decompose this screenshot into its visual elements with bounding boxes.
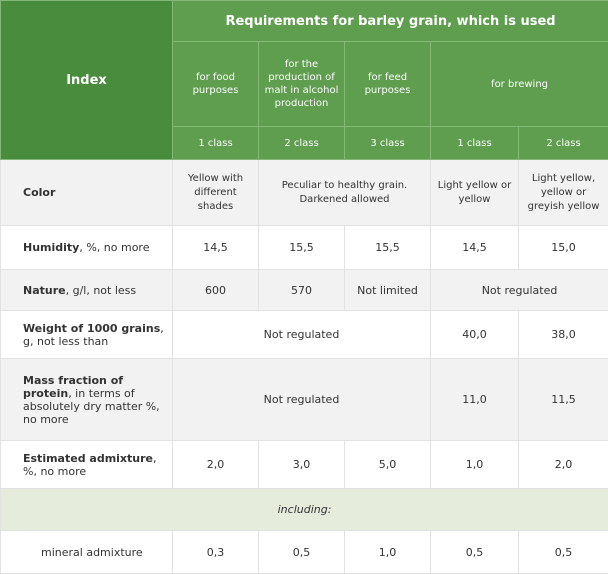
row-label: Weight of 1000 grains, g, not less than: [1, 311, 173, 359]
row-label: Mass fraction of protein, in terms of absolutely dry matter %, no more: [1, 359, 173, 441]
value-cell: 15,5: [345, 226, 431, 270]
row-weight: [1, 311, 608, 359]
row-admixture: [1, 441, 608, 489]
row-label: mineral admixture: [1, 531, 173, 574]
index-header: Index: [1, 1, 173, 160]
value-cell: 2,0: [173, 441, 259, 489]
value-cell: 11,0: [431, 359, 519, 441]
requirements-title: Requirements for barley grain, which is used: [173, 1, 608, 42]
value-cell: 2,0: [519, 441, 608, 489]
value-cell: 5,0: [345, 441, 431, 489]
value-cell: 0,5: [259, 531, 345, 574]
value-cell: Yellow with different shades: [173, 160, 259, 226]
value-cell: 1,0: [431, 441, 519, 489]
row-label: Estimated admixture, %, no more: [1, 441, 173, 489]
class-cell: 1 class: [173, 127, 259, 160]
value-cell: 11,5: [519, 359, 608, 441]
class-cell: 2 class: [259, 127, 345, 160]
value-cell: 0,5: [519, 531, 608, 574]
value-cell-merged: Peculiar to healthy grain. Darkened allowed: [259, 160, 431, 226]
value-cell: Not limited: [345, 270, 431, 311]
row-nature: [1, 270, 608, 311]
value-cell: 15,5: [259, 226, 345, 270]
row-protein: [1, 359, 608, 441]
class-cell: 3 class: [345, 127, 431, 160]
value-cell: 0,5: [431, 531, 519, 574]
value-cell-merged: Not regulated: [431, 270, 608, 311]
purpose-brewing: for brewing: [431, 42, 608, 127]
value-cell: 14,5: [173, 226, 259, 270]
class-cell: 1 class: [431, 127, 519, 160]
row-label: Humidity, %, no more: [1, 226, 173, 270]
value-cell: 0,3: [173, 531, 259, 574]
header-row-title: [1, 1, 608, 42]
value-cell: 40,0: [431, 311, 519, 359]
value-cell-merged: Not regulated: [173, 311, 431, 359]
row-label: Nature, g/l, not less: [1, 270, 173, 311]
value-cell: 14,5: [431, 226, 519, 270]
class-cell: 2 class: [519, 127, 608, 160]
row-mineral: [1, 531, 608, 574]
value-cell: 1,0: [345, 531, 431, 574]
value-cell: Light yellow, yellow or greyish yellow: [519, 160, 608, 226]
value-cell: 600: [173, 270, 259, 311]
purpose-malt: for the production of malt in alcohol production: [259, 42, 345, 127]
value-cell-merged: Not regulated: [173, 359, 431, 441]
purpose-food: for food purposes: [173, 42, 259, 127]
row-color: [1, 160, 608, 226]
purpose-feed: for feed purposes: [345, 42, 431, 127]
value-cell: Light yellow or yellow: [431, 160, 519, 226]
row-including: [1, 489, 608, 531]
row-label: Color: [1, 160, 173, 226]
value-cell: 15,0: [519, 226, 608, 270]
row-humidity: [1, 226, 608, 270]
value-cell: 3,0: [259, 441, 345, 489]
value-cell: 570: [259, 270, 345, 311]
value-cell: 38,0: [519, 311, 608, 359]
including-label: including:: [1, 489, 608, 531]
